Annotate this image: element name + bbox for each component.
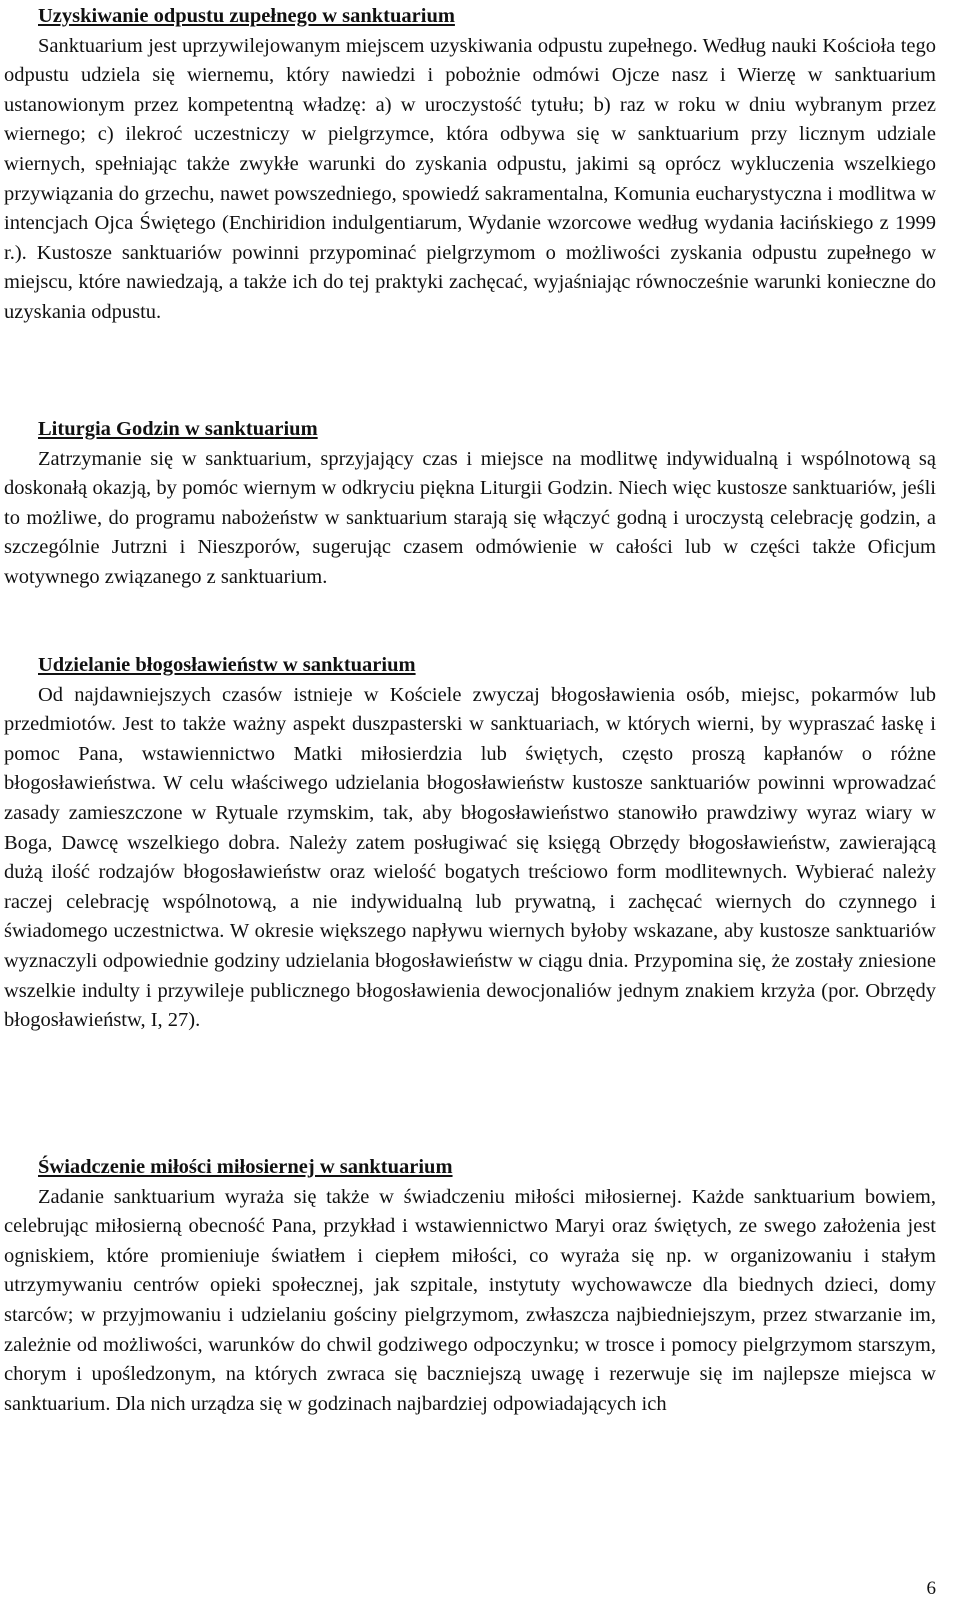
section-liturgia [0,415,960,593]
section-blogoslawienstwa [0,651,960,1036]
paragraph-text: Od najdawniejszych czasów istnieje w Kościele zwyczaj błogosławienia osób, miejsc, pokarmów lub przedmiotów. Jest to także ważny aspekt duszpasterski w sanktuariach, w których wierni, by wypraszać łaskę i pomoc Pana, wstawiennictwo Matki miłosierdzia lub świętych, często proszą kapłanów o różne błogosławieństwa. W celu właściwego udzielania błogosławieństw kustosze sanktuariów powinni wprowadzać zasady zamieszczone w Rytuale rzymskim, tak, aby błogosławieństwo stanowiło prawdziwy wyraz wiary w Boga, Dawcę wszelkiego dobra. Należy zatem posługiwać się księgą Obrzędy błogosławieństw, zawierającą dużą ilość rodzajów błogosławieństw oraz wielość bogatych treściowo form modlitewnych. Wybierać należy raczej celebrację wspólnotową, a nie indywidualną lub prywatną, i zachęcać wiernych do czynnego i świadomego uczestnictwa. W okresie większego napływu wiernych byłoby wskazane, aby kustosze sanktuariów wyznaczyli odpowiednie godziny udzielania błogosławieństw w ciągu dnia. Przypomina się, że zostały zniesione wszelkie indulty i przywileje publicznego błogosławienia dewocjonaliów jednym znakiem krzyża (por. Obrzędy błogosławieństw, I, 27). [4,683,936,1032]
paragraph-text: Zadanie sanktuarium wyraża się także w świadczeniu miłości miłosiernej. Każde sanktuarium bowiem, celebrując miłosierną obecność Pana, przykład i wstawiennictwo Maryi oraz świętych, ze swego założenia jest ogniskiem, które promieniuje światłem i ciepłem miłości, co wyraża się np. w organizowaniu i stałym utrzymywaniu centrów opieki społecznej, jak szpitale, instytuty wychowawcze dla biednych dzieci, domy starców; w przyjmowaniu i udzielaniu gościny pielgrzymom, zwłaszcza najbiedniejszym, przez stwarzanie im, zależnie od możliwości, warunków do chwil godziwego odpoczynku; w trosce i pomocy pielgrzymom starszym, chorym i upośledzonym, na których zwraca się baczniejszą uwagę i rezerwuje się im najlepsze miejsca w sanktuarium. Dla nich urządza się w godzinach najbardziej odpowiadających ich [4,1185,936,1415]
section-heading: Udzielanie błogosławieństw w sanktuarium [38,654,416,676]
section-paragraph [4,32,936,328]
section-heading: Liturgia Godzin w sanktuarium [38,418,318,440]
section-paragraph [4,681,936,1036]
section-paragraph [4,445,936,593]
section-heading: Uzyskiwanie odpustu zupełnego w sanktuarium [38,5,455,27]
section-paragraph [4,1183,936,1420]
section-heading: Świadczenie miłości miłosiernej w sanktuarium [38,1156,453,1178]
paragraph-text: Zatrzymanie się w sanktuarium, sprzyjający czas i miejsce na modlitwę indywidualną i wspólnotową są doskonałą okazją, by pomóc wiernym w odkryciu piękna Liturgii Godzin. Niech więc kustosze sanktuariów, jeśli to możliwe, do programu nabożeństw w sanktuarium starają się włączyć godną i uroczystą celebrację godzin, a szczególnie Jutrzni i Nieszporów, sugerując czasem odmówienie w całości lub w części także Oficjum wotywnego związanego z sanktuarium. [4,447,936,588]
section-milosc [0,1153,960,1419]
page-number: 6 [926,1578,936,1599]
section-odpust [0,2,960,328]
paragraph-text: Sanktuarium jest uprzywilejowanym miejscem uzyskiwania odpustu zupełnego. Według nauki Kościoła tego odpustu udziela się wiernemu, który nawiedzi i pobożnie odmówi Ojcze nasz i Wierzę w sanktuarium ustanowionym przez kompetentną władzę: a) w uroczystość tytułu; b) raz w roku w dniu wybranym przez wiernego; c) ilekroć uczestniczy w pielgrzymce, która odbywa się w sanktuarium przy licznym udziale wiernych, spełniając także zwykłe warunki do zyskania odpustu, jakimi są oprócz wykluczenia wszelkiego przywiązania do grzechu, nawet powszedniego, spowiedź sakramentalna, Komunia eucharystyczna i modlitwa w intencjach Ojca Świętego (Enchiridion indulgentiarum, Wydanie wzorcowe według wydania łacińskiego z 1999 r.). Kustosze sanktuariów powinni przypominać pielgrzymom o możliwości zyskania odpustu zupełnego w miejscu, które nawiedzają, a także ich do tej praktyki zachęcać, wyjaśniając równocześnie warunki konieczne do uzyskania odpustu. [4,34,936,323]
